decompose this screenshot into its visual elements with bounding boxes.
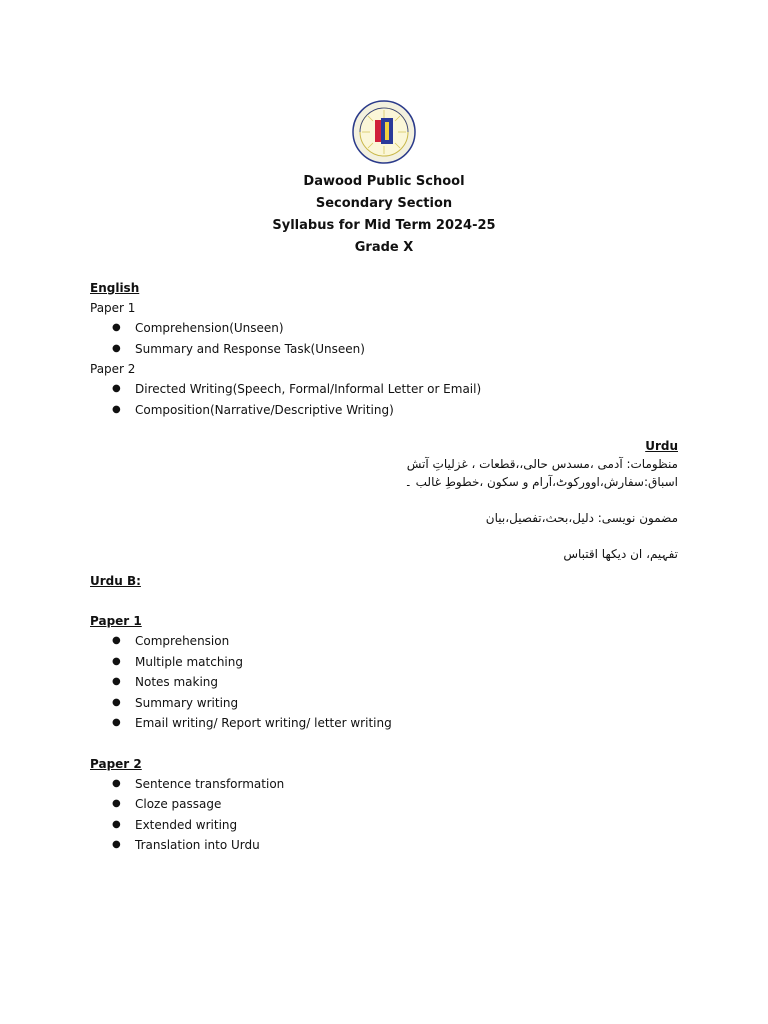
urdu-b-paper2-label: Paper 2 — [90, 756, 142, 771]
urdu-b-heading: Urdu B: — [90, 574, 141, 588]
list-item: ● Composition(Narrative/Descriptive Writing) — [90, 400, 690, 421]
english-heading: English — [90, 281, 140, 295]
english-paper2-label: Paper 2 — [90, 362, 136, 376]
urdu-line: مضمون نویسی: دلیل،بحث،تفصیل،بیان — [485, 511, 678, 525]
urdu-line: تفہیم، ان دیکھا اقتباس — [563, 547, 678, 561]
list-item: ● Comprehension — [90, 631, 690, 652]
list-item: ● Multiple matching — [90, 652, 690, 673]
urdu-heading: Urdu — [645, 439, 678, 453]
list-item: ● Translation into Urdu — [90, 835, 690, 856]
urdu-line: اسباق:سفارش،اوورکوٹ،آرام و سکون ،خطوطِ غالب ۔ — [404, 475, 678, 489]
grade-label: Grade X — [354, 240, 414, 255]
urdu-section — [278, 437, 678, 563]
urdu-b-paper1-label: Paper 1 — [90, 614, 142, 628]
list-item: ● Notes making — [90, 672, 690, 693]
list-item: ● Cloze passage — [90, 794, 690, 815]
school-name: Dawood Public School — [303, 174, 465, 189]
list-item: ● Extended writing — [90, 815, 690, 836]
list-item: ● Summary and Response Task(Unseen) — [90, 339, 690, 360]
section-name: Secondary Section — [315, 196, 453, 211]
syllabus-title: Syllabus for Mid Term 2024-25 — [272, 218, 496, 233]
urdu-b-section — [90, 571, 690, 856]
english-paper1-label: Paper 1 — [90, 301, 136, 315]
urdu-line: منظومات: آدمی ،مسدس حالی،،قطعات ، غزلیاتِ آتش — [406, 457, 678, 471]
english-section — [90, 278, 690, 420]
list-item: ● Sentence transformation — [90, 774, 690, 795]
school-logo — [352, 100, 416, 164]
list-item: ● Comprehension(Unseen) — [90, 318, 690, 339]
list-item: ● Directed Writing(Speech, Formal/Informal Letter or Email) — [90, 379, 690, 400]
list-item: ● Summary writing — [90, 693, 690, 714]
document-header — [0, 171, 768, 259]
list-item: ● Email writing/ Report writing/ letter writing — [90, 713, 690, 734]
